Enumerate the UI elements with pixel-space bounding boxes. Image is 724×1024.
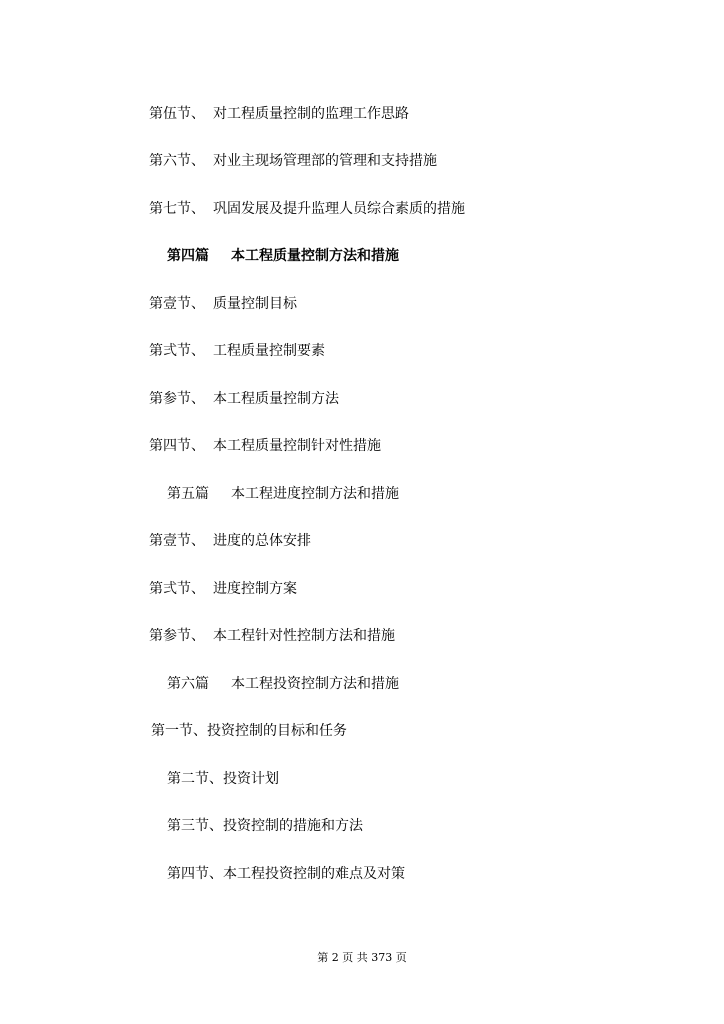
toc-entry <box>149 627 395 645</box>
toc-entry-title: 本工程针对性控制方法和措施 <box>213 628 395 644</box>
toc-entry-number: 第七节、 <box>149 201 205 217</box>
toc-entry <box>167 770 279 788</box>
toc-entry-number: 第四节、 <box>149 438 205 454</box>
toc-entry <box>149 532 311 550</box>
toc-entry <box>149 105 409 123</box>
toc-entry-title: 本工程质量控制方法 <box>213 391 339 407</box>
toc-entry-title: 投资计划 <box>223 771 279 787</box>
toc-part-title: 本工程进度控制方法和措施 <box>231 486 399 502</box>
toc-entry-number: 第弍节、 <box>149 343 205 359</box>
toc-entry-number: 第四节、 <box>167 866 223 882</box>
toc-part-heading <box>167 247 399 265</box>
toc-entry-number: 第壹节、 <box>149 296 205 312</box>
toc-entry <box>149 390 339 408</box>
toc-entry-title: 投资控制的目标和任务 <box>207 723 347 739</box>
toc-entry-number: 第六节、 <box>149 153 205 169</box>
toc-entry <box>167 817 363 835</box>
toc-entry <box>149 437 381 455</box>
toc-part-title: 本工程质量控制方法和措施 <box>231 248 399 264</box>
toc-entry-title: 进度控制方案 <box>213 581 297 597</box>
toc-part-heading <box>167 675 399 693</box>
toc-entry <box>149 295 297 313</box>
toc-entry <box>149 342 325 360</box>
toc-entry <box>149 200 465 218</box>
toc-entry-number: 第弍节、 <box>149 581 205 597</box>
toc-entry <box>151 722 347 740</box>
toc-entry-title: 对工程质量控制的监理工作思路 <box>213 106 409 122</box>
toc-entry-title: 对业主现场管理部的管理和支持措施 <box>213 153 437 169</box>
page-number-footer: 第 2 页 共 373 页 <box>317 951 407 964</box>
toc-entry-title: 进度的总体安排 <box>213 533 311 549</box>
toc-entry-number: 第参节、 <box>149 391 205 407</box>
toc-part-number: 第四篇 <box>167 248 209 264</box>
toc-entry-number: 第三节、 <box>167 818 223 834</box>
toc-entry-title: 投资控制的措施和方法 <box>223 818 363 834</box>
toc-entry-number: 第一节、 <box>151 723 207 739</box>
toc-entry-number: 第伍节、 <box>149 106 205 122</box>
toc-entry-number: 第二节、 <box>167 771 223 787</box>
toc-entry-title: 本工程投资控制的难点及对策 <box>223 866 405 882</box>
toc-part-title: 本工程投资控制方法和措施 <box>231 676 399 692</box>
toc-entry-number: 第壹节、 <box>149 533 205 549</box>
toc-entry-title: 工程质量控制要素 <box>213 343 325 359</box>
toc-part-number: 第五篇 <box>167 486 209 502</box>
toc-entry-title: 本工程质量控制针对性措施 <box>213 438 381 454</box>
toc-entry <box>149 152 437 170</box>
toc-entry <box>149 580 297 598</box>
toc-entry-number: 第参节、 <box>149 628 205 644</box>
toc-part-number: 第六篇 <box>167 676 209 692</box>
toc-entry <box>167 865 405 883</box>
toc-part-heading <box>167 485 399 503</box>
toc-entry-title: 质量控制目标 <box>213 296 297 312</box>
toc-entry-title: 巩固发展及提升监理人员综合素质的措施 <box>213 201 465 217</box>
